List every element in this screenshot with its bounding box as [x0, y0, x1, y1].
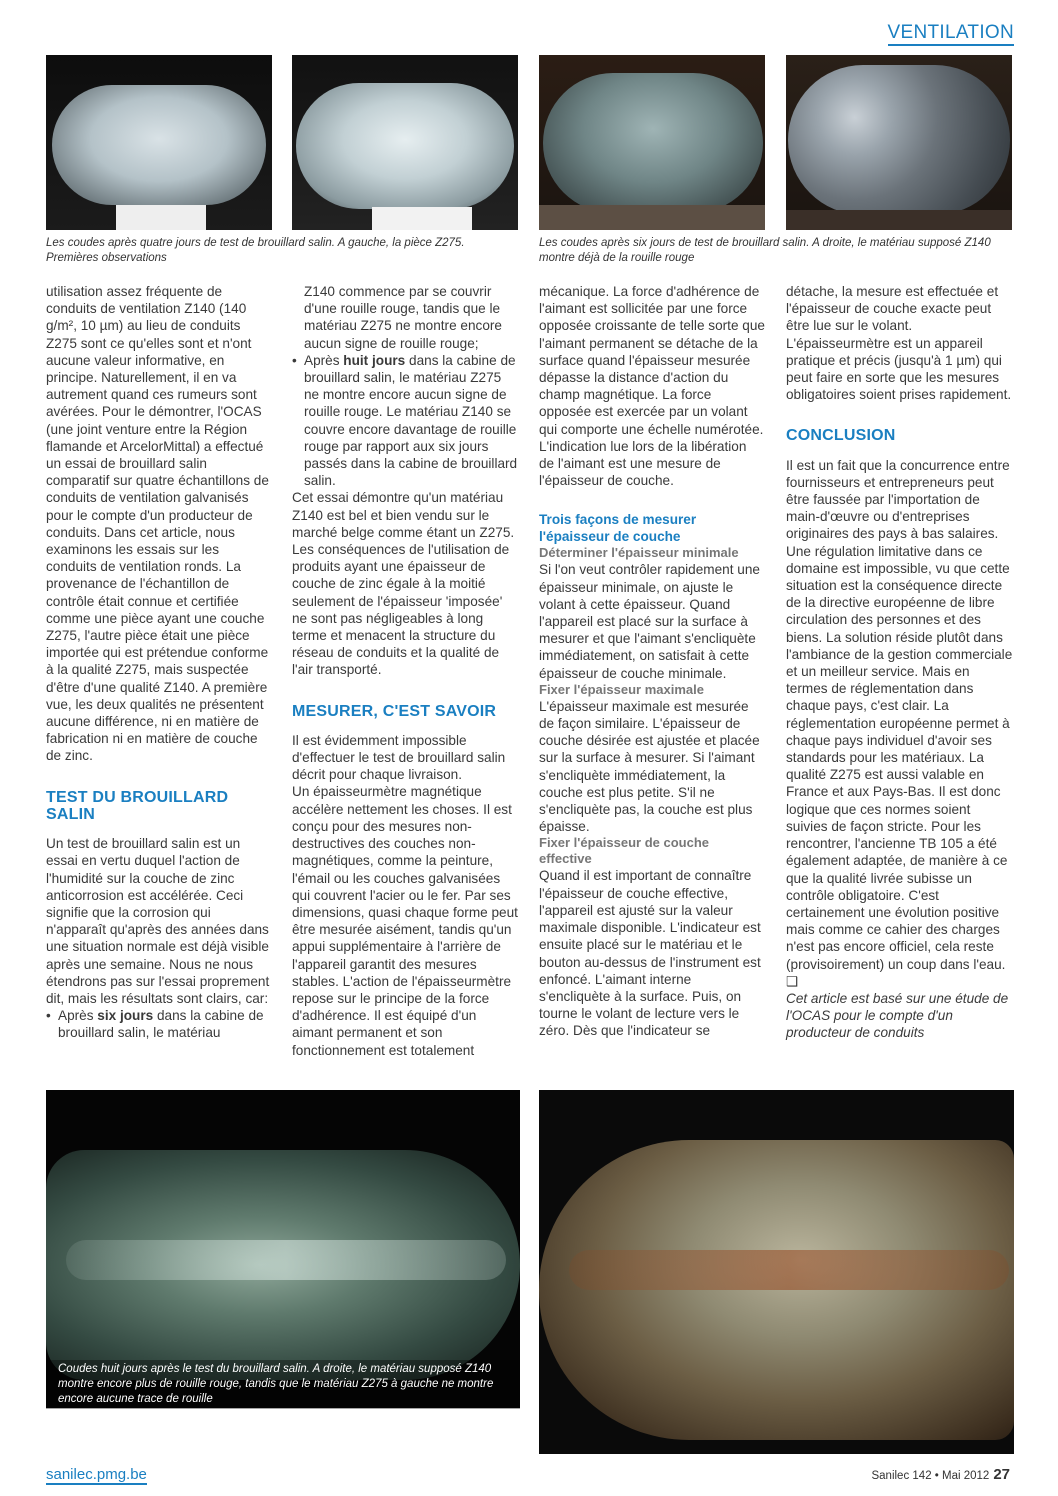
result-list	[292, 352, 518, 490]
list-item: • Après six jours dans la cabine de brouillard salin, le matériau	[46, 1007, 272, 1041]
footer-website-link[interactable]: sanilec.pmg.be	[46, 1466, 147, 1483]
paragraph: L'épaisseur maximale est mesurée de façon similaire. L'épaisseur de couche désirée est ajustée et placée sur la surface à mesurer. Si l'aimant s'encliquète immédiatement, la couche est plus petite. S'il ne s'encliquète pas, la couche est plus épaisse.	[539, 698, 760, 835]
subheading-trois-facons: Trois façons de mesurer l'épaisseur de couche	[539, 512, 697, 545]
heading-test-brouillard: TEST DU BROUILLARD SALIN	[46, 788, 229, 823]
issue-label: Sanilec 142 • Mai 2012	[871, 1470, 990, 1482]
caption-top-left: Les coudes après quatre jours de test de brouillard salin. A gauche, la pièce Z275. Premières observations	[46, 237, 465, 264]
result-list	[46, 1007, 272, 1041]
caption-top-right: Les coudes après six jours de test de brouillard salin. A droite, le matériau supposé Z140 montre déjà de la rouille rouge	[539, 237, 991, 264]
section-title: VENTILATION	[888, 22, 1014, 46]
paragraph: Un test de brouillard salin est un essai en vertu duquel l'action de l'humidité sur la couche de zinc anticorrosion est accélérée. Ceci signifie que la corrosion qui n'apparaît qu'après des années dans une situation normale est déjà visible après une semaine. Nous ne nous étendrons pas sur l'essai proprement dit, mais les résultats sont clairs, car:	[46, 836, 270, 1006]
text-column-1	[46, 283, 272, 1042]
paragraph: détache, la mesure est effectuée et l'épaisseur de couche exacte peut être lue sur le volant. L'épaisseurmètre est un appareil pratique et précis (jusqu'à 1 µm) qui peut faire en sorte que les mesures obligatoires soient prises rapidement.	[786, 284, 1012, 403]
paragraph: utilisation assez fréquente de conduits de ventilation Z140 (140 g/m², 10 µm) au lieu de conduits Z275 sont ce qu'elles sont et n'ont aucune valeur informative, en principe. Naturellement, il en va autrement quand ces rumeurs sont avérées. Pour le démontrer, l'OCAS (une joint venture entre la Région flamande et ArcelorMittal) a effectué un essai de brouillard salin comparatif sur quatre échantillons de conduits de ventilation galvanisés pour le compte d'un producteur de conduits. Dans cet article, nous examinons les essais sur les conduits de ventilation ronds. La provenance de l'échantillon de contrôle était connue et certifiée comme une pièce ayant une couche Z275, l'autre pièce était une pièce importée qui est prétendue conforme à la qualité Z275, mais suspectée d'être d'une qualité Z140. A première vue, les deux qualités ne présentent aucune différence, ni en matière de fabrication ni en matière de couche de zinc.	[46, 284, 269, 764]
list-item: • Après huit jours dans la cabine de brouillard salin, le matériau Z275 ne montre encore aucun signe de rouille rouge. Le matériau Z140 se couvre encore davantage de rouille rouge par rapport aux six jours passés dans la cabine de brouillard salin.	[292, 352, 518, 490]
photo-z275-6days	[539, 55, 765, 230]
photo-z140-6days	[786, 55, 1012, 230]
paragraph: Un épaisseurmètre magnétique accélère nettement les choses. Il est conçu pour des mesures non-destructives des couches non-magnétiques, comme la peinture, l'émail ou les couches galvanisées qui couvrent l'acier ou le fer. Par ses dimensions, quasi chaque forme peut être mesurée aisément, tandis qu'un appui supplémentaire à l'arrière de l'appareil garantit des mesures stables. L'action de l'épaisseurmètre repose sur le principe de la force d'adhérence. Il est équipé d'un aimant permanent et son fonctionnement est totalement	[292, 784, 518, 1058]
paragraph: Il est un fait que la concurrence entre fournisseurs et entrepreneurs peut être faussée par l'importation de main-d'œuvre ou d'entreprises originaires des pays à bas salaires. Une régulation limitative dans ce domaine est impossible, vu que cette situation est la conséquence directe de la directive européenne de libre circulation des personnes et des biens. La solution réside plutôt dans l'ambiance de la gestion commerciale et un meilleur service. Mais en termes de réglementation dans chaque pays, c'est clair. La réglementation européenne permet à chaque pays individuel d'avoir ses standards pour les matériaux. La qualité Z275 est aussi valable en France et aux Pays-Bas. Il est donc logique que ces normes soient suivies de façon stricte. Pour les rencontrer, l'ancienne TB 105 a été également adaptée, de manière à ce que la qualité livrée subisse un contrôle obligatoire. C'est certainement une évolution positive mais comme ce cahier des charges n'est pas encore officiel, cela reste (provisoirement) un coup dans l'eau. ❑	[786, 457, 1013, 989]
paragraph: Z140 commence par se couvrir d'une rouille rouge, tandis que le matériau Z275 ne montre encore aucun signe de rouille rouge;	[304, 284, 502, 351]
paragraph: Il est évidemment impossible d'effectuer le test de brouillard salin décrit pour chaque livraison.	[292, 732, 506, 783]
page-number: 27	[993, 1466, 1010, 1483]
photo-z275-4days	[46, 55, 272, 230]
text-column-4	[786, 283, 1014, 1042]
paragraph: mécanique. La force d'adhérence de l'aimant est sollicitée par une force opposée croissante de telle sorte que l'aimant permanent se détache de la surface quand l'épaisseur mesurée dépasse la distance d'action du champ magnétique. La force opposée est exercée par un volant qui comporte une échelle numérotée. L'indication lue lors de la libération de l'aimant est une mesure de l'épaisseur de couche.	[539, 284, 765, 489]
text-column-3	[539, 283, 765, 1040]
caption-bottom: Coudes huit jours après le test du brouillard salin. A droite, le matériau supposé Z140 montre encore plus de rouille rouge, tandis que le matériau Z275 à gauche ne montre encore aucune trace de rouille	[46, 1360, 520, 1409]
paragraph: Quand il est important de connaître l'épaisseur de couche effective, l'appareil est ajusté sur la valeur maximale disponible. L'indicateur est ensuite placé sur le matériau et le bouton au-dessus de l'instrument est enfoncé. L'aimant interne s'encliquète à la surface. Puis, on tourne le volant de lecture vers le zéro. Dès que l'indicateur se	[539, 868, 761, 1039]
photo-z140-8days	[539, 1090, 1014, 1454]
heading-mesurer: MESURER, C'EST SAVOIR	[292, 702, 497, 720]
subheading-minimale: Déterminer l'épaisseur minimale	[539, 545, 739, 561]
source-note: Cet article est basé sur une étude de l'OCAS pour le compte d'un producteur de conduits	[786, 990, 1009, 1041]
text-column-2	[292, 283, 518, 1059]
paragraph: Si l'on veut contrôler rapidement une épaisseur minimale, on ajuste le volant à cette épaisseur. Quand l'appareil est placé sur la surface à mesurer et que l'aimant s'encliquète immédiatement, on satisfait à cette épaisseur de couche minimale.	[539, 562, 760, 681]
paragraph: Cet essai démontre qu'un matériau Z140 est bel et bien vendu sur le marché belge comme étant un Z275. Les conséquences de l'utilisation de produits ayant une épaisseur de couche de zinc égale à la moitié seulement de l'épaisseur 'imposée' ne sont pas négligeables à long terme et menacent la structure du réseau de conduits et la qualité de l'air transporté.	[292, 490, 515, 678]
subheading-effective: Fixer l'épaisseur de couche effective	[539, 835, 709, 867]
heading-conclusion: CONCLUSION	[786, 427, 896, 445]
subheading-maximale: Fixer l'épaisseur maximale	[539, 681, 704, 697]
photo-z140-4days	[292, 55, 518, 230]
footer-issue-info	[871, 1466, 1010, 1485]
